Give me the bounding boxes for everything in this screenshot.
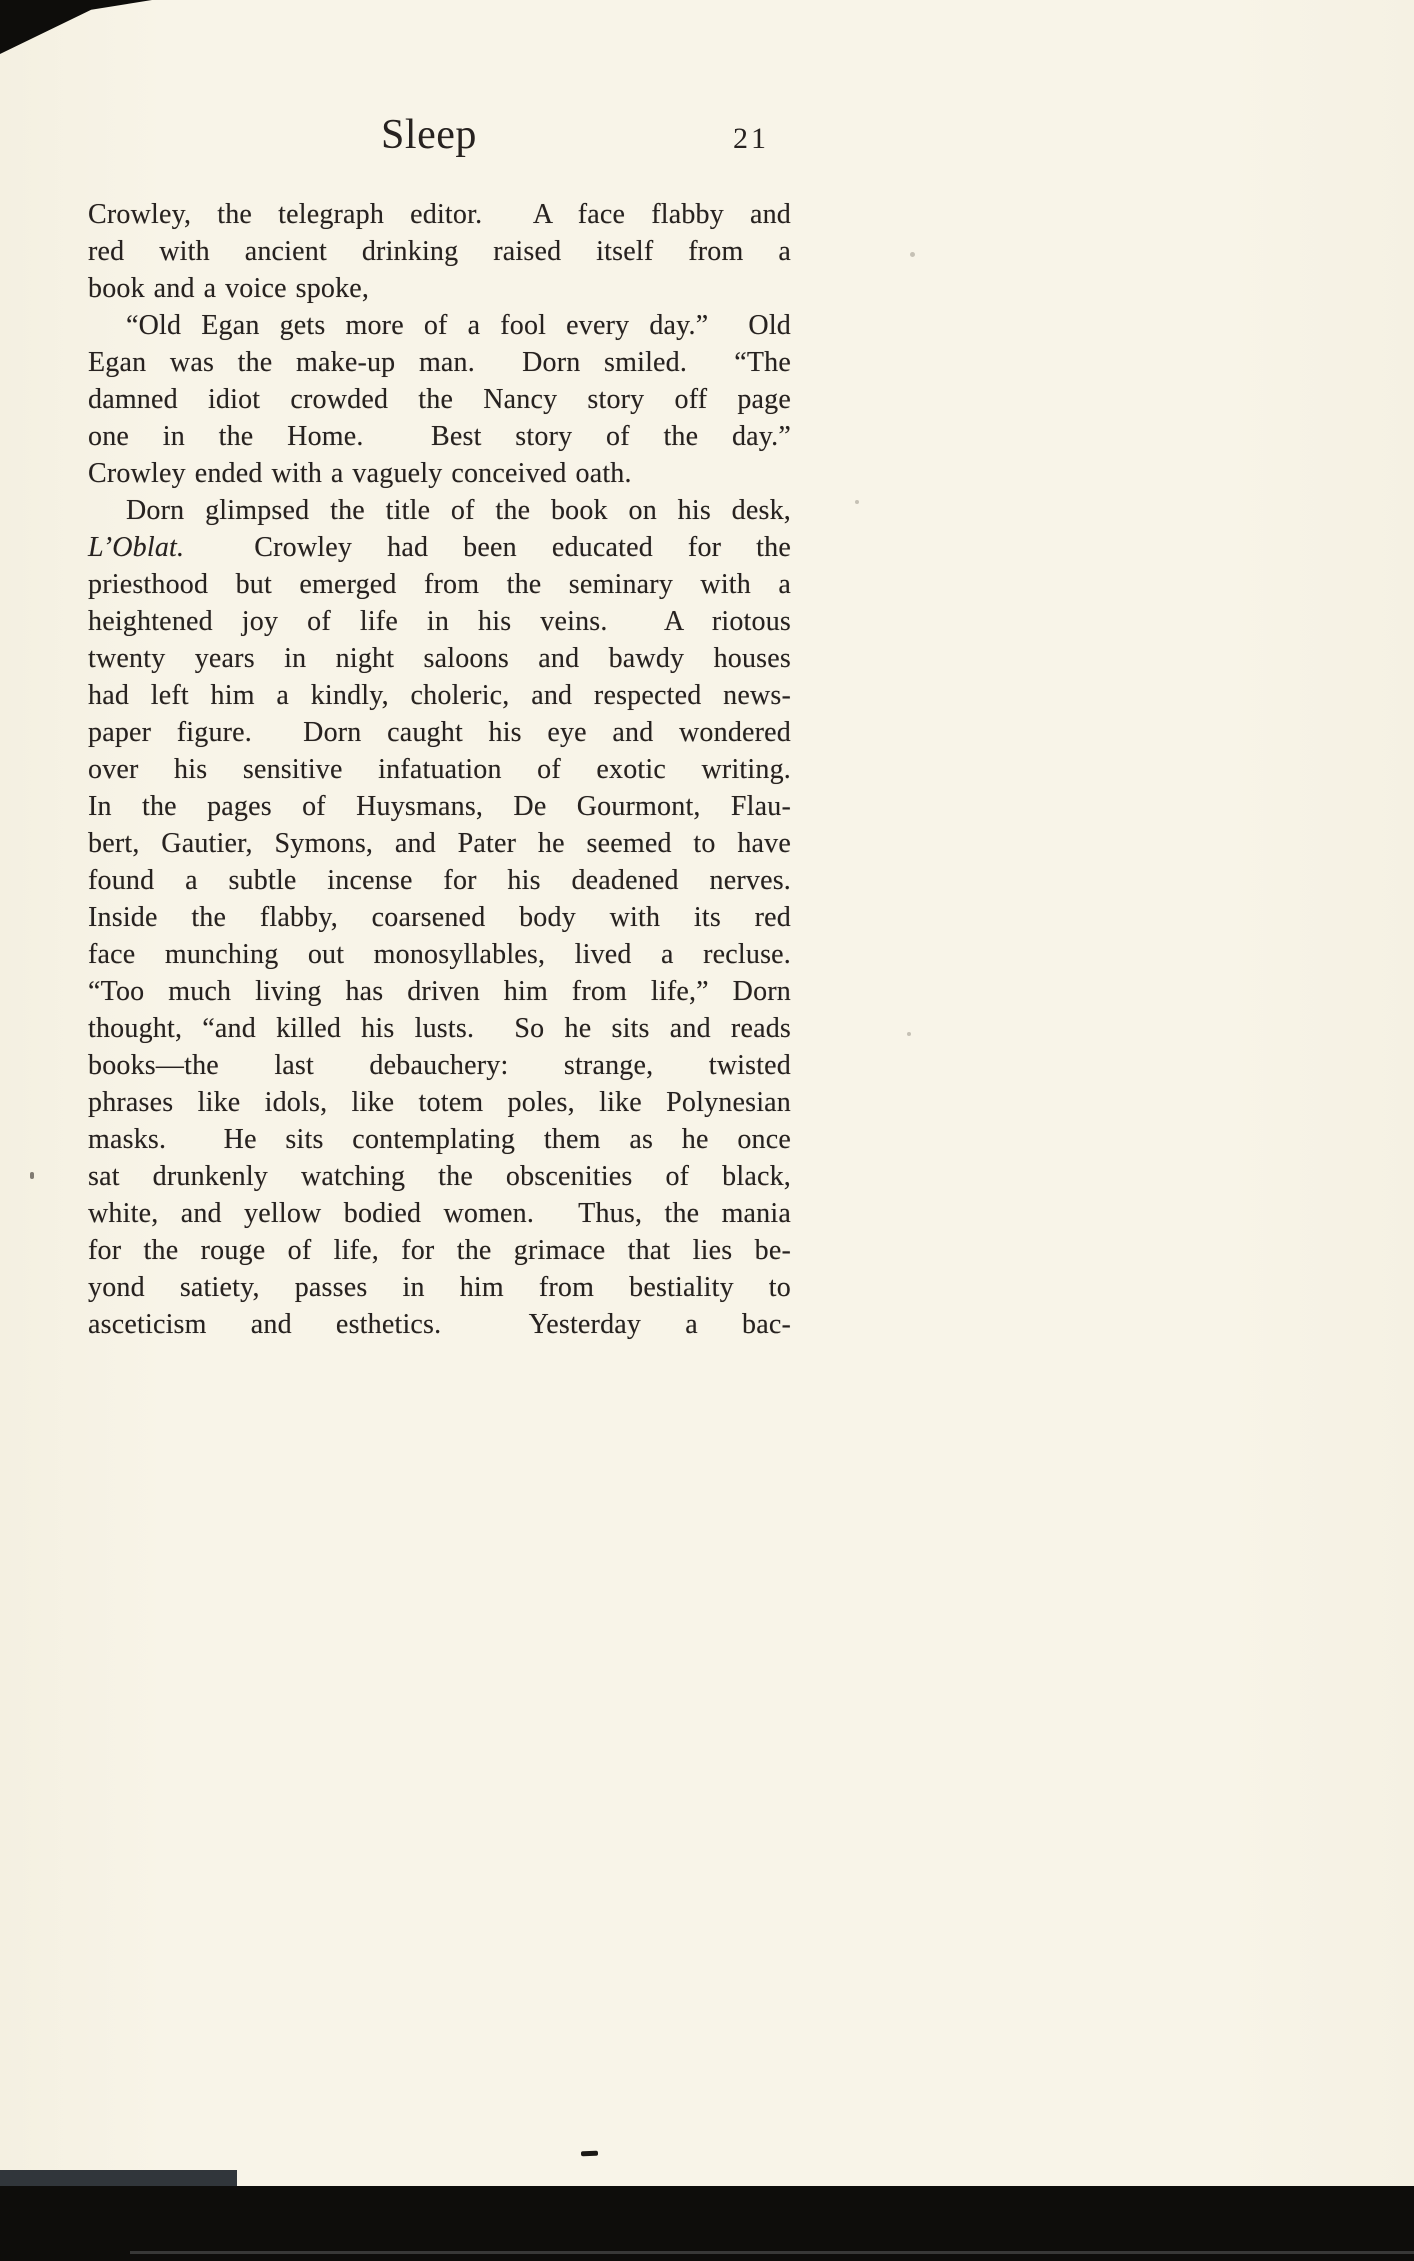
text-line: L’Oblat. Crowley had been educated for the [88, 532, 791, 563]
page-number: 21 [733, 122, 769, 155]
text-line: paper figure. Dorn caught his eye and wondered [88, 717, 791, 748]
text-line: heightened joy of life in his veins. A riotous [88, 606, 791, 637]
text-line: bert, Gautier, Symons, and Pater he seemed to have [88, 828, 791, 859]
text-line: twenty years in night saloons and bawdy houses [88, 643, 791, 674]
text-line: red with ancient drinking raised itself from a [88, 236, 791, 267]
text-line: “Too much living has driven him from life,” Dorn [88, 976, 791, 1007]
text-line: sat drunkenly watching the obscenities of black, [88, 1161, 791, 1192]
scan-speck [30, 1172, 34, 1179]
scan-noise-speckles [0, 2170, 4, 2174]
scan-speck [855, 500, 859, 504]
text-line: white, and yellow bodied women. Thus, the mania [88, 1198, 791, 1229]
scan-artifact-top-left-corner [0, 0, 152, 54]
text-line: masks. He sits contemplating them as he once [88, 1124, 791, 1155]
paragraph [88, 196, 791, 307]
paragraph [88, 307, 791, 492]
text-line: one in the Home. Best story of the day.” [88, 421, 791, 452]
text-line: yond satiety, passes in him from bestiality to [88, 1272, 791, 1303]
text-line: had left him a kindly, choleric, and respected news- [88, 680, 791, 711]
scan-mark-bottom-dash [581, 2151, 598, 2157]
text-line: over his sensitive infatuation of exotic writing. [88, 754, 791, 785]
scan-artifact-bottom-stripe [130, 2251, 1414, 2254]
scan-artifact-bottom-bar [0, 2186, 1414, 2261]
text-line: Inside the flabby, coarsened body with its red [88, 902, 791, 933]
page-header [88, 110, 791, 160]
text-line: Dorn glimpsed the title of the book on his desk, [126, 495, 791, 526]
text-line: for the rouge of life, for the grimace that lies be- [88, 1235, 791, 1266]
text-line: phrases like idols, like totem poles, like Polynesian [88, 1087, 791, 1118]
text-line: In the pages of Huysmans, De Gourmont, Flau- [88, 791, 791, 822]
text-line: Egan was the make-up man. Dorn smiled. “The [88, 347, 791, 378]
text-line: Crowley, the telegraph editor. A face flabby and [88, 199, 791, 230]
page-content [88, 110, 791, 1343]
page-body [88, 196, 791, 1343]
text-line: thought, “and killed his lusts. So he sits and reads [88, 1013, 791, 1044]
text-line: “Old Egan gets more of a fool every day.” Old [126, 310, 791, 341]
running-title: Sleep [381, 112, 477, 158]
scan-speck [910, 252, 915, 257]
text-line: asceticism and esthetics. Yesterday a bac- [88, 1309, 791, 1340]
scan-speck [907, 1032, 911, 1036]
text-line: found a subtle incense for his deadened nerves. [88, 865, 791, 896]
paragraph [88, 492, 791, 1343]
text-line: books—the last debauchery: strange, twisted [88, 1050, 791, 1081]
text-line: priesthood but emerged from the seminary with a [88, 569, 791, 600]
text-line: book and a voice spoke, [88, 273, 370, 304]
text-line: damned idiot crowded the Nancy story off page [88, 384, 791, 415]
text-line: Crowley ended with a vaguely conceived oath. [88, 458, 632, 489]
text-line: face munching out monosyllables, lived a recluse. [88, 939, 791, 970]
